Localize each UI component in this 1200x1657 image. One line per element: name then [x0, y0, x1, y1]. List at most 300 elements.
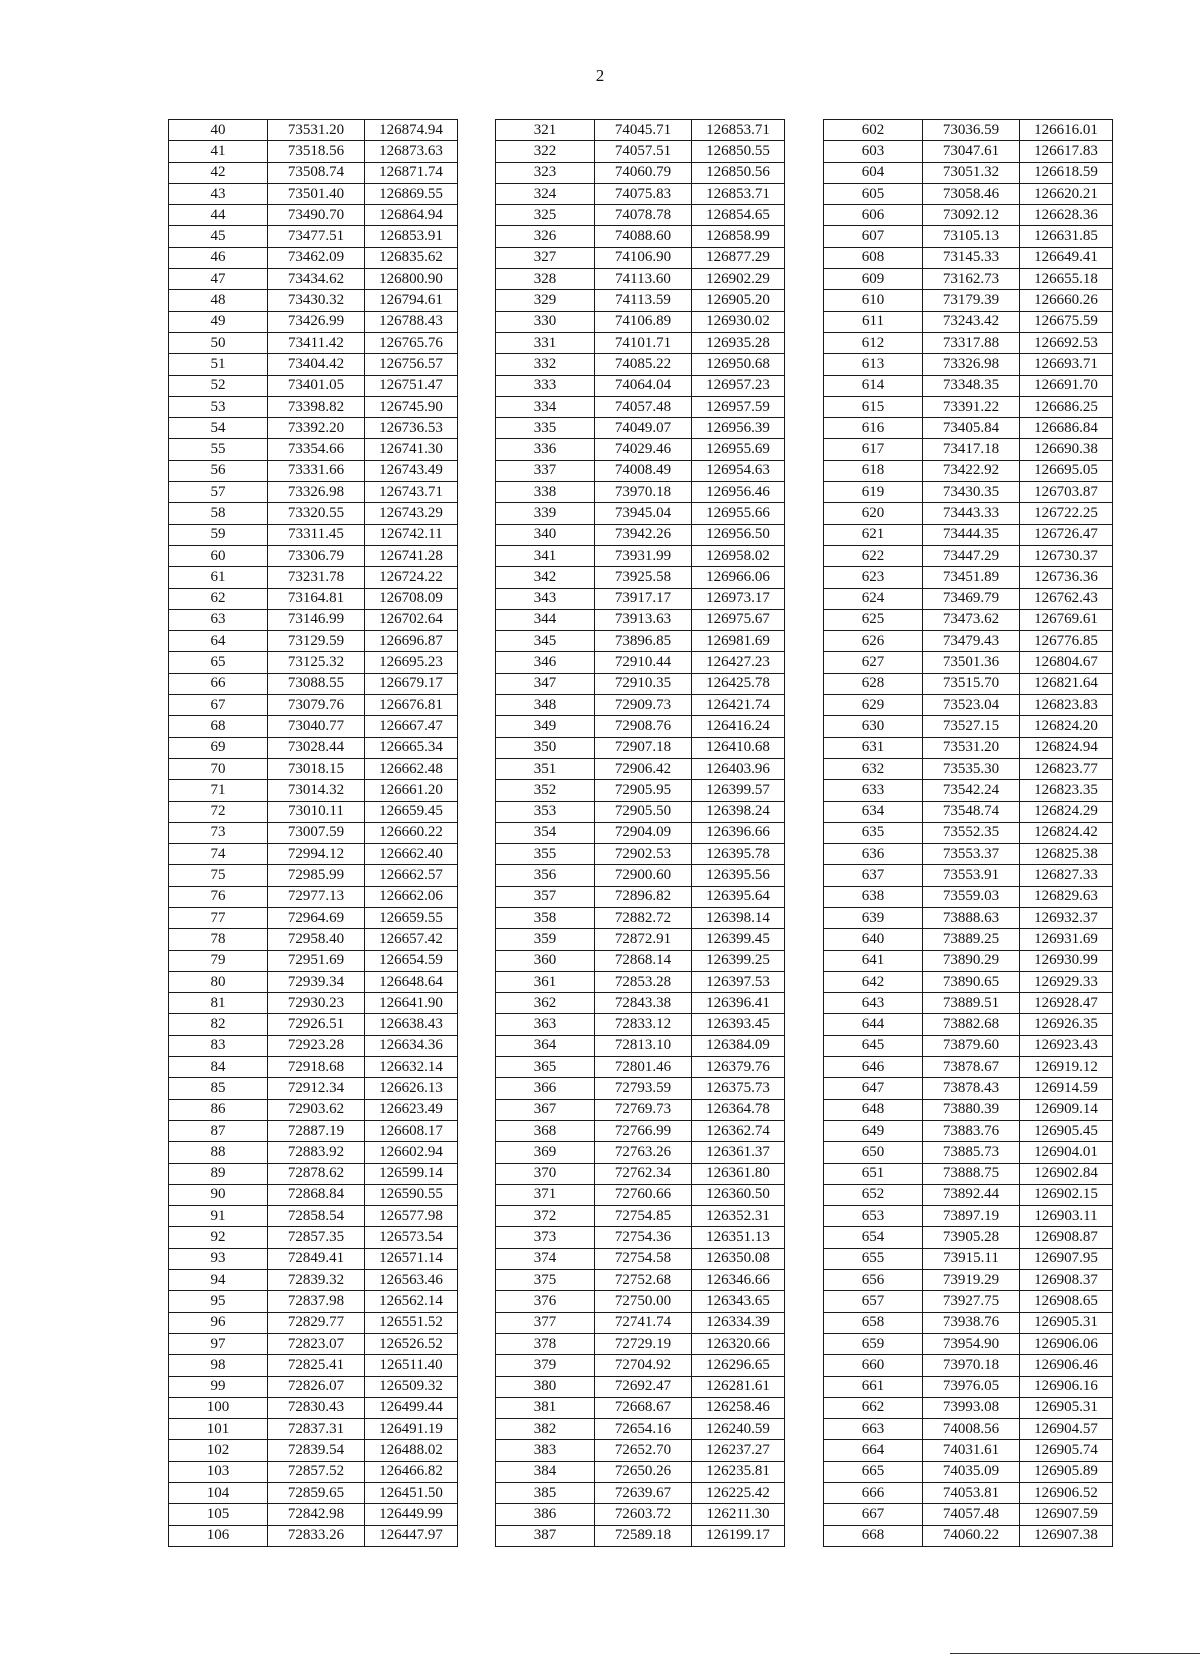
point-number-cell: 373: [496, 1227, 595, 1248]
x-coordinate-cell: 74035.09: [923, 1461, 1020, 1482]
table-row: [824, 290, 1113, 311]
x-coordinate-cell: 73917.17: [595, 588, 692, 609]
y-coordinate-cell: 126907.95: [1020, 1248, 1113, 1269]
y-coordinate-cell: 126905.31: [1020, 1312, 1113, 1333]
x-coordinate-cell: 72900.60: [595, 865, 692, 886]
x-coordinate-cell: 74008.49: [595, 460, 692, 481]
y-coordinate-cell: 126634.36: [365, 1035, 458, 1056]
y-coordinate-cell: 126824.94: [1020, 737, 1113, 758]
y-coordinate-cell: 126399.25: [692, 950, 785, 971]
point-number-cell: 63: [169, 609, 268, 630]
x-coordinate-cell: 72951.69: [268, 950, 365, 971]
y-coordinate-cell: 126281.61: [692, 1376, 785, 1397]
table-row: [824, 1419, 1113, 1440]
table-row: [169, 1120, 458, 1141]
y-coordinate-cell: 126632.14: [365, 1057, 458, 1078]
table-row: [169, 482, 458, 503]
y-coordinate-cell: 126451.50: [365, 1483, 458, 1504]
x-coordinate-cell: 72923.28: [268, 1035, 365, 1056]
x-coordinate-cell: 72964.69: [268, 907, 365, 928]
table-row: [496, 865, 785, 886]
table-row: [824, 439, 1113, 460]
point-number-cell: 668: [824, 1525, 923, 1546]
y-coordinate-cell: 126825.38: [1020, 844, 1113, 865]
point-number-cell: 325: [496, 205, 595, 226]
point-number-cell: 95: [169, 1291, 268, 1312]
x-coordinate-cell: 72902.53: [595, 844, 692, 865]
table-row: [496, 375, 785, 396]
point-number-cell: 618: [824, 460, 923, 481]
y-coordinate-cell: 126902.84: [1020, 1163, 1113, 1184]
point-number-cell: 366: [496, 1078, 595, 1099]
table-row: [169, 631, 458, 652]
point-number-cell: 334: [496, 396, 595, 417]
x-coordinate-cell: 73942.26: [595, 524, 692, 545]
y-coordinate-cell: 126676.81: [365, 695, 458, 716]
point-number-cell: 59: [169, 524, 268, 545]
point-number-cell: 643: [824, 993, 923, 1014]
y-coordinate-cell: 126905.31: [1020, 1397, 1113, 1418]
point-number-cell: 356: [496, 865, 595, 886]
x-coordinate-cell: 72910.44: [595, 652, 692, 673]
point-number-cell: 62: [169, 588, 268, 609]
y-coordinate-cell: 126690.38: [1020, 439, 1113, 460]
x-coordinate-cell: 73553.91: [923, 865, 1020, 886]
y-coordinate-cell: 126660.22: [365, 822, 458, 843]
y-coordinate-cell: 126743.71: [365, 482, 458, 503]
x-coordinate-cell: 72754.36: [595, 1227, 692, 1248]
x-coordinate-cell: 73915.11: [923, 1248, 1020, 1269]
y-coordinate-cell: 126235.81: [692, 1461, 785, 1482]
point-number-cell: 665: [824, 1461, 923, 1482]
table-row: [824, 311, 1113, 332]
point-number-cell: 104: [169, 1483, 268, 1504]
point-number-cell: 70: [169, 758, 268, 779]
table-row: [496, 929, 785, 950]
y-coordinate-cell: 126966.06: [692, 567, 785, 588]
y-coordinate-cell: 126906.06: [1020, 1333, 1113, 1354]
x-coordinate-cell: 73878.67: [923, 1057, 1020, 1078]
y-coordinate-cell: 126499.44: [365, 1397, 458, 1418]
point-number-cell: 372: [496, 1206, 595, 1227]
x-coordinate-cell: 72769.73: [595, 1099, 692, 1120]
x-coordinate-cell: 72868.14: [595, 950, 692, 971]
table-row: [496, 269, 785, 290]
x-coordinate-cell: 74088.60: [595, 226, 692, 247]
x-coordinate-cell: 73398.82: [268, 396, 365, 417]
x-coordinate-cell: 72589.18: [595, 1525, 692, 1546]
y-coordinate-cell: 126741.28: [365, 545, 458, 566]
y-coordinate-cell: 126905.89: [1020, 1461, 1113, 1482]
y-coordinate-cell: 126930.02: [692, 311, 785, 332]
table-row: [496, 1078, 785, 1099]
y-coordinate-cell: 126973.17: [692, 588, 785, 609]
y-coordinate-cell: 126762.43: [1020, 588, 1113, 609]
x-coordinate-cell: 74031.61: [923, 1440, 1020, 1461]
table-row: [496, 1184, 785, 1205]
y-coordinate-cell: 126769.61: [1020, 609, 1113, 630]
point-number-cell: 330: [496, 311, 595, 332]
y-coordinate-cell: 126751.47: [365, 375, 458, 396]
y-coordinate-cell: 126660.26: [1020, 290, 1113, 311]
y-coordinate-cell: 126618.59: [1020, 162, 1113, 183]
point-number-cell: 66: [169, 673, 268, 694]
x-coordinate-cell: 73434.62: [268, 269, 365, 290]
table-row: [824, 780, 1113, 801]
table-row: [824, 1184, 1113, 1205]
point-number-cell: 68: [169, 716, 268, 737]
x-coordinate-cell: 74057.48: [595, 396, 692, 417]
x-coordinate-cell: 73051.32: [923, 162, 1020, 183]
y-coordinate-cell: 126399.57: [692, 780, 785, 801]
table-row: [824, 950, 1113, 971]
y-coordinate-cell: 126691.70: [1020, 375, 1113, 396]
y-coordinate-cell: 126466.82: [365, 1461, 458, 1482]
y-coordinate-cell: 126661.20: [365, 780, 458, 801]
point-number-cell: 642: [824, 971, 923, 992]
y-coordinate-cell: 126608.17: [365, 1120, 458, 1141]
y-coordinate-cell: 126551.52: [365, 1312, 458, 1333]
x-coordinate-cell: 73945.04: [595, 503, 692, 524]
y-coordinate-cell: 126824.20: [1020, 716, 1113, 737]
y-coordinate-cell: 126907.59: [1020, 1504, 1113, 1525]
y-coordinate-cell: 126730.37: [1020, 545, 1113, 566]
x-coordinate-cell: 72750.00: [595, 1291, 692, 1312]
point-number-cell: 653: [824, 1206, 923, 1227]
table-row: [496, 822, 785, 843]
table-row: [824, 375, 1113, 396]
point-number-cell: 667: [824, 1504, 923, 1525]
table-row: [169, 971, 458, 992]
table-row: [496, 907, 785, 928]
point-number-cell: 659: [824, 1333, 923, 1354]
y-coordinate-cell: 126794.61: [365, 290, 458, 311]
table-row: [496, 418, 785, 439]
x-coordinate-cell: 73970.18: [923, 1355, 1020, 1376]
table-row: [169, 141, 458, 162]
y-coordinate-cell: 126975.67: [692, 609, 785, 630]
table-row: [824, 971, 1113, 992]
y-coordinate-cell: 126906.16: [1020, 1376, 1113, 1397]
table-row: [496, 1376, 785, 1397]
y-coordinate-cell: 126853.91: [365, 226, 458, 247]
x-coordinate-cell: 73531.20: [923, 737, 1020, 758]
y-coordinate-cell: 126665.34: [365, 737, 458, 758]
x-coordinate-cell: 74053.81: [923, 1483, 1020, 1504]
y-coordinate-cell: 126931.69: [1020, 929, 1113, 950]
table-row: [824, 205, 1113, 226]
y-coordinate-cell: 126351.13: [692, 1227, 785, 1248]
table-row: [169, 865, 458, 886]
x-coordinate-cell: 72763.26: [595, 1142, 692, 1163]
x-coordinate-cell: 74060.79: [595, 162, 692, 183]
table-row: [169, 822, 458, 843]
table-row: [169, 1333, 458, 1354]
y-coordinate-cell: 126258.46: [692, 1397, 785, 1418]
table-row: [169, 609, 458, 630]
table-row: [169, 1504, 458, 1525]
point-number-cell: 43: [169, 183, 268, 204]
table-row: [824, 1270, 1113, 1291]
x-coordinate-cell: 73896.85: [595, 631, 692, 652]
point-number-cell: 74: [169, 844, 268, 865]
x-coordinate-cell: 72858.54: [268, 1206, 365, 1227]
y-coordinate-cell: 126919.12: [1020, 1057, 1113, 1078]
y-coordinate-cell: 126403.96: [692, 758, 785, 779]
y-coordinate-cell: 126708.09: [365, 588, 458, 609]
y-coordinate-cell: 126397.53: [692, 971, 785, 992]
table-row: [824, 865, 1113, 886]
y-coordinate-cell: 126449.99: [365, 1504, 458, 1525]
x-coordinate-cell: 73938.76: [923, 1312, 1020, 1333]
point-number-cell: 361: [496, 971, 595, 992]
x-coordinate-cell: 73548.74: [923, 801, 1020, 822]
y-coordinate-cell: 126926.35: [1020, 1014, 1113, 1035]
y-coordinate-cell: 126623.49: [365, 1099, 458, 1120]
y-coordinate-cell: 126602.94: [365, 1142, 458, 1163]
point-number-cell: 625: [824, 609, 923, 630]
y-coordinate-cell: 126821.64: [1020, 673, 1113, 694]
y-coordinate-cell: 126361.80: [692, 1163, 785, 1184]
coordinate-table-3: [823, 119, 1113, 1547]
point-number-cell: 374: [496, 1248, 595, 1269]
x-coordinate-cell: 74113.60: [595, 269, 692, 290]
y-coordinate-cell: 126800.90: [365, 269, 458, 290]
table-row: [169, 1291, 458, 1312]
y-coordinate-cell: 126296.65: [692, 1355, 785, 1376]
point-number-cell: 629: [824, 695, 923, 716]
x-coordinate-cell: 73878.43: [923, 1078, 1020, 1099]
y-coordinate-cell: 126724.22: [365, 567, 458, 588]
page-number: 2: [595, 66, 605, 85]
y-coordinate-cell: 126599.14: [365, 1163, 458, 1184]
y-coordinate-cell: 126742.11: [365, 524, 458, 545]
x-coordinate-cell: 72926.51: [268, 1014, 365, 1035]
x-coordinate-cell: 72930.23: [268, 993, 365, 1014]
y-coordinate-cell: 126395.78: [692, 844, 785, 865]
x-coordinate-cell: 72752.68: [595, 1270, 692, 1291]
y-coordinate-cell: 126620.21: [1020, 183, 1113, 204]
x-coordinate-cell: 73535.30: [923, 758, 1020, 779]
x-coordinate-cell: 73443.33: [923, 503, 1020, 524]
x-coordinate-cell: 72857.52: [268, 1461, 365, 1482]
table-row: [496, 1397, 785, 1418]
y-coordinate-cell: 126905.45: [1020, 1120, 1113, 1141]
y-coordinate-cell: 126563.46: [365, 1270, 458, 1291]
point-number-cell: 72: [169, 801, 268, 822]
point-number-cell: 622: [824, 545, 923, 566]
x-coordinate-cell: 72905.50: [595, 801, 692, 822]
x-coordinate-cell: 72904.09: [595, 822, 692, 843]
table-row: [169, 1099, 458, 1120]
table-row: [824, 503, 1113, 524]
y-coordinate-cell: 126824.29: [1020, 801, 1113, 822]
point-number-cell: 322: [496, 141, 595, 162]
x-coordinate-cell: 73092.12: [923, 205, 1020, 226]
table-row: [496, 588, 785, 609]
x-coordinate-cell: 72741.74: [595, 1312, 692, 1333]
x-coordinate-cell: 72603.72: [595, 1504, 692, 1525]
table-row: [824, 183, 1113, 204]
x-coordinate-cell: 72883.92: [268, 1142, 365, 1163]
x-coordinate-cell: 73993.08: [923, 1397, 1020, 1418]
y-coordinate-cell: 126693.71: [1020, 354, 1113, 375]
point-number-cell: 664: [824, 1440, 923, 1461]
table-row: [169, 120, 458, 141]
point-number-cell: 650: [824, 1142, 923, 1163]
point-number-cell: 102: [169, 1440, 268, 1461]
y-coordinate-cell: 126659.55: [365, 907, 458, 928]
point-number-cell: 608: [824, 247, 923, 268]
table-row: [824, 332, 1113, 353]
point-number-cell: 647: [824, 1078, 923, 1099]
x-coordinate-cell: 72692.47: [595, 1376, 692, 1397]
table-row: [824, 1461, 1113, 1482]
point-number-cell: 328: [496, 269, 595, 290]
x-coordinate-cell: 73145.33: [923, 247, 1020, 268]
y-coordinate-cell: 126835.62: [365, 247, 458, 268]
point-number-cell: 362: [496, 993, 595, 1014]
x-coordinate-cell: 73411.42: [268, 332, 365, 353]
table-row: [169, 524, 458, 545]
point-number-cell: 652: [824, 1184, 923, 1205]
x-coordinate-cell: 73007.59: [268, 822, 365, 843]
y-coordinate-cell: 126511.40: [365, 1355, 458, 1376]
table-row: [169, 1483, 458, 1504]
x-coordinate-cell: 72859.65: [268, 1483, 365, 1504]
x-coordinate-cell: 72907.18: [595, 737, 692, 758]
point-number-cell: 57: [169, 482, 268, 503]
x-coordinate-cell: 73079.76: [268, 695, 365, 716]
x-coordinate-cell: 72833.12: [595, 1014, 692, 1035]
point-number-cell: 353: [496, 801, 595, 822]
table-row: [824, 588, 1113, 609]
table-row: [169, 758, 458, 779]
point-number-cell: 620: [824, 503, 923, 524]
table-row: [824, 567, 1113, 588]
table-row: [169, 439, 458, 460]
table-row: [496, 886, 785, 907]
table-row: [169, 396, 458, 417]
table-row: [824, 524, 1113, 545]
table-row: [824, 1035, 1113, 1056]
x-coordinate-cell: 72754.58: [595, 1248, 692, 1269]
table-row: [824, 737, 1113, 758]
point-number-cell: 84: [169, 1057, 268, 1078]
y-coordinate-cell: 126722.25: [1020, 503, 1113, 524]
y-coordinate-cell: 126626.13: [365, 1078, 458, 1099]
point-number-cell: 53: [169, 396, 268, 417]
table-row: [496, 1440, 785, 1461]
y-coordinate-cell: 126648.64: [365, 971, 458, 992]
y-coordinate-cell: 126562.14: [365, 1291, 458, 1312]
table-row: [824, 141, 1113, 162]
x-coordinate-cell: 73523.04: [923, 695, 1020, 716]
point-number-cell: 646: [824, 1057, 923, 1078]
x-coordinate-cell: 73447.29: [923, 545, 1020, 566]
y-coordinate-cell: 126871.74: [365, 162, 458, 183]
y-coordinate-cell: 126823.77: [1020, 758, 1113, 779]
table-row: [824, 482, 1113, 503]
y-coordinate-cell: 126395.64: [692, 886, 785, 907]
x-coordinate-cell: 73882.68: [923, 1014, 1020, 1035]
x-coordinate-cell: 73890.65: [923, 971, 1020, 992]
x-coordinate-cell: 72801.46: [595, 1057, 692, 1078]
x-coordinate-cell: 73883.76: [923, 1120, 1020, 1141]
point-number-cell: 357: [496, 886, 595, 907]
y-coordinate-cell: 126695.05: [1020, 460, 1113, 481]
table-row: [169, 1397, 458, 1418]
point-number-cell: 80: [169, 971, 268, 992]
table-row: [496, 1057, 785, 1078]
table-row: [169, 354, 458, 375]
y-coordinate-cell: 126617.83: [1020, 141, 1113, 162]
table-row: [169, 1078, 458, 1099]
x-coordinate-cell: 73515.70: [923, 673, 1020, 694]
point-number-cell: 337: [496, 460, 595, 481]
y-coordinate-cell: 126904.01: [1020, 1142, 1113, 1163]
y-coordinate-cell: 126853.71: [692, 120, 785, 141]
y-coordinate-cell: 126756.57: [365, 354, 458, 375]
table-row: [496, 1099, 785, 1120]
table-row: [824, 993, 1113, 1014]
x-coordinate-cell: 74113.59: [595, 290, 692, 311]
point-number-cell: 645: [824, 1035, 923, 1056]
point-number-cell: 67: [169, 695, 268, 716]
point-number-cell: 624: [824, 588, 923, 609]
y-coordinate-cell: 126491.19: [365, 1419, 458, 1440]
table-row: [169, 801, 458, 822]
point-number-cell: 364: [496, 1035, 595, 1056]
point-number-cell: 384: [496, 1461, 595, 1482]
y-coordinate-cell: 126361.37: [692, 1142, 785, 1163]
x-coordinate-cell: 73501.40: [268, 183, 365, 204]
y-coordinate-cell: 126741.30: [365, 439, 458, 460]
table-row: [496, 695, 785, 716]
table-row: [824, 652, 1113, 673]
table-row: [824, 120, 1113, 141]
y-coordinate-cell: 126352.31: [692, 1206, 785, 1227]
point-number-cell: 386: [496, 1504, 595, 1525]
y-coordinate-cell: 126702.64: [365, 609, 458, 630]
table-row: [496, 652, 785, 673]
point-number-cell: 100: [169, 1397, 268, 1418]
y-coordinate-cell: 126393.45: [692, 1014, 785, 1035]
x-coordinate-cell: 72793.59: [595, 1078, 692, 1099]
x-coordinate-cell: 73931.99: [595, 545, 692, 566]
y-coordinate-cell: 126804.67: [1020, 652, 1113, 673]
y-coordinate-cell: 126864.94: [365, 205, 458, 226]
table-row: [496, 226, 785, 247]
x-coordinate-cell: 73879.60: [923, 1035, 1020, 1056]
point-number-cell: 333: [496, 375, 595, 396]
point-number-cell: 99: [169, 1376, 268, 1397]
point-number-cell: 335: [496, 418, 595, 439]
x-coordinate-cell: 72652.70: [595, 1440, 692, 1461]
x-coordinate-cell: 72842.98: [268, 1504, 365, 1525]
point-number-cell: 606: [824, 205, 923, 226]
point-number-cell: 371: [496, 1184, 595, 1205]
point-number-cell: 47: [169, 269, 268, 290]
x-coordinate-cell: 72868.84: [268, 1184, 365, 1205]
x-coordinate-cell: 73479.43: [923, 631, 1020, 652]
x-coordinate-cell: 72837.31: [268, 1419, 365, 1440]
y-coordinate-cell: 126958.02: [692, 545, 785, 566]
point-number-cell: 628: [824, 673, 923, 694]
y-coordinate-cell: 126874.94: [365, 120, 458, 141]
point-number-cell: 97: [169, 1333, 268, 1354]
x-coordinate-cell: 72704.92: [595, 1355, 692, 1376]
